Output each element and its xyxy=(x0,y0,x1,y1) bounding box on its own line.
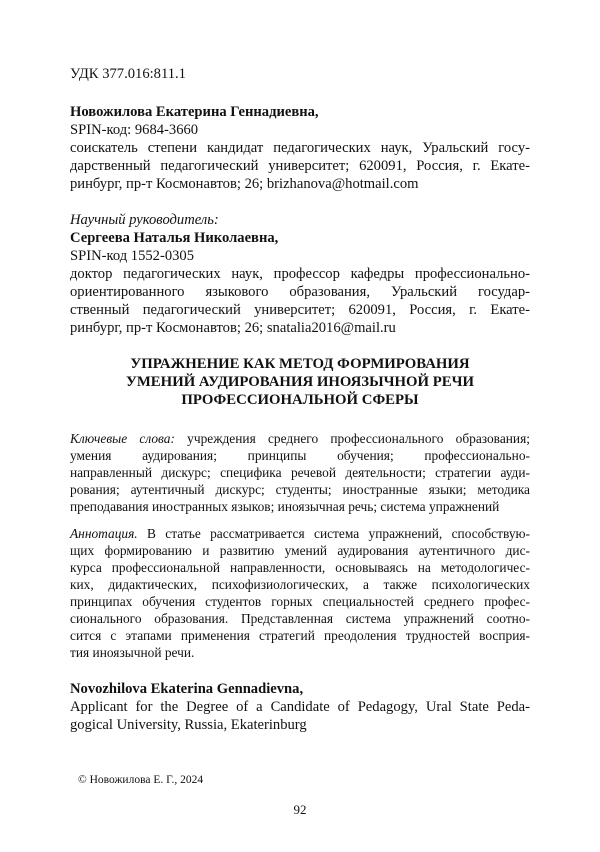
abstract-label: Аннотация. xyxy=(70,526,138,541)
author-en-line: gogical University, Russia, Ekaterinburg xyxy=(70,717,307,733)
copyright-note: © Новожилова Е. Г., 2024 xyxy=(78,774,204,786)
author-block xyxy=(70,103,530,193)
keywords-first-line xyxy=(70,430,530,447)
abstract-first-line xyxy=(70,525,530,542)
udk-code: УДК 377.016:811.1 xyxy=(70,66,186,82)
keywords-line: преподавания иностранных языков; иноязычная речь; система упражнений xyxy=(70,499,500,514)
article-title xyxy=(70,355,530,409)
author-en-block xyxy=(70,680,530,734)
keywords-line: направленный дискурс; специфика речевой деятельности; стратегии ауди- xyxy=(70,465,530,480)
abstract-line: курса профессиональной направленности, основываясь на методологичес- xyxy=(70,560,530,575)
title-line: ПРОФЕССИОНАЛЬНОЙ СФЕРЫ xyxy=(181,392,419,408)
abstract-line: сится с этапами применения стратегий преодоления трудностей восприя- xyxy=(70,628,530,643)
supervisor-affiliation-line: ориентированного языкового образования, Уральский государ- xyxy=(70,284,530,300)
abstract-block xyxy=(70,525,530,661)
page-number: 92 xyxy=(293,802,307,817)
supervisor-affiliation-line: доктор педагогических наук, профессор кафедры профессионально- xyxy=(70,266,530,282)
keywords-label: Ключевые слова: xyxy=(70,431,175,446)
supervisor-block xyxy=(70,211,530,337)
keywords-text: учреждения среднего профессионального образования; xyxy=(174,431,530,446)
keywords-line: умения аудирования; принципы обучения; профессионально- xyxy=(70,448,530,463)
author-en-name: Novozhilova Ekaterina Gennadievna, xyxy=(70,681,304,697)
abstract-line: тия иноязычной речи. xyxy=(70,645,195,660)
author-spin: SPIN-код: 9684-3660 xyxy=(70,122,199,138)
supervisor-affiliation-line: ственный педагогический университет; 620091, Россия, г. Екате- xyxy=(70,302,530,318)
supervisor-spin: SPIN-код 1552-0305 xyxy=(70,248,195,264)
supervisor-label: Научный руководитель: xyxy=(70,212,219,228)
title-line: УПРАЖНЕНИЕ КАК МЕТОД ФОРМИРОВАНИЯ xyxy=(130,356,470,372)
author-en-line: Applicant for the Degree of a Candidate of Pedagogy, Ural State Peda- xyxy=(70,699,530,715)
abstract-line: сионального образования. Представленная система упражнений соотно- xyxy=(70,611,530,626)
supervisor-name: Сергеева Наталья Николаевна, xyxy=(70,230,279,246)
abstract-line: ких, дидактических, психофизиологических, а также психологических xyxy=(70,577,530,592)
author-name: Новожилова Екатерина Геннадиевна, xyxy=(70,104,319,120)
author-affiliation-line: соискатель степени кандидат педагогических наук, Уральский госу- xyxy=(70,140,530,156)
abstract-line: принципах обучения студентов горных специальностей среднего профес- xyxy=(70,594,530,609)
author-affiliation-line: дарственный педагогический университет; 620091, Россия, г. Екате- xyxy=(70,158,530,174)
author-affiliation-line: ринбург, пр-т Космонавтов; 26; brizhanova@hotmail.com xyxy=(70,176,419,192)
title-line: УМЕНИЙ АУДИРОВАНИЯ ИНОЯЗЫЧНОЙ РЕЧИ xyxy=(125,374,475,390)
abstract-line: щих формированию и развитию умений аудирования аутентичного дис- xyxy=(70,543,530,558)
keywords-line: рования; аутентичный дискурс; студенты; иностранные языки; методика xyxy=(70,482,530,497)
abstract-text: В статье рассматривается система упражнений, способствую- xyxy=(137,526,530,541)
supervisor-affiliation-line: ринбург, пр-т Космонавтов; 26; snatalia2016@mail.ru xyxy=(70,320,396,336)
keywords-block xyxy=(70,430,530,515)
